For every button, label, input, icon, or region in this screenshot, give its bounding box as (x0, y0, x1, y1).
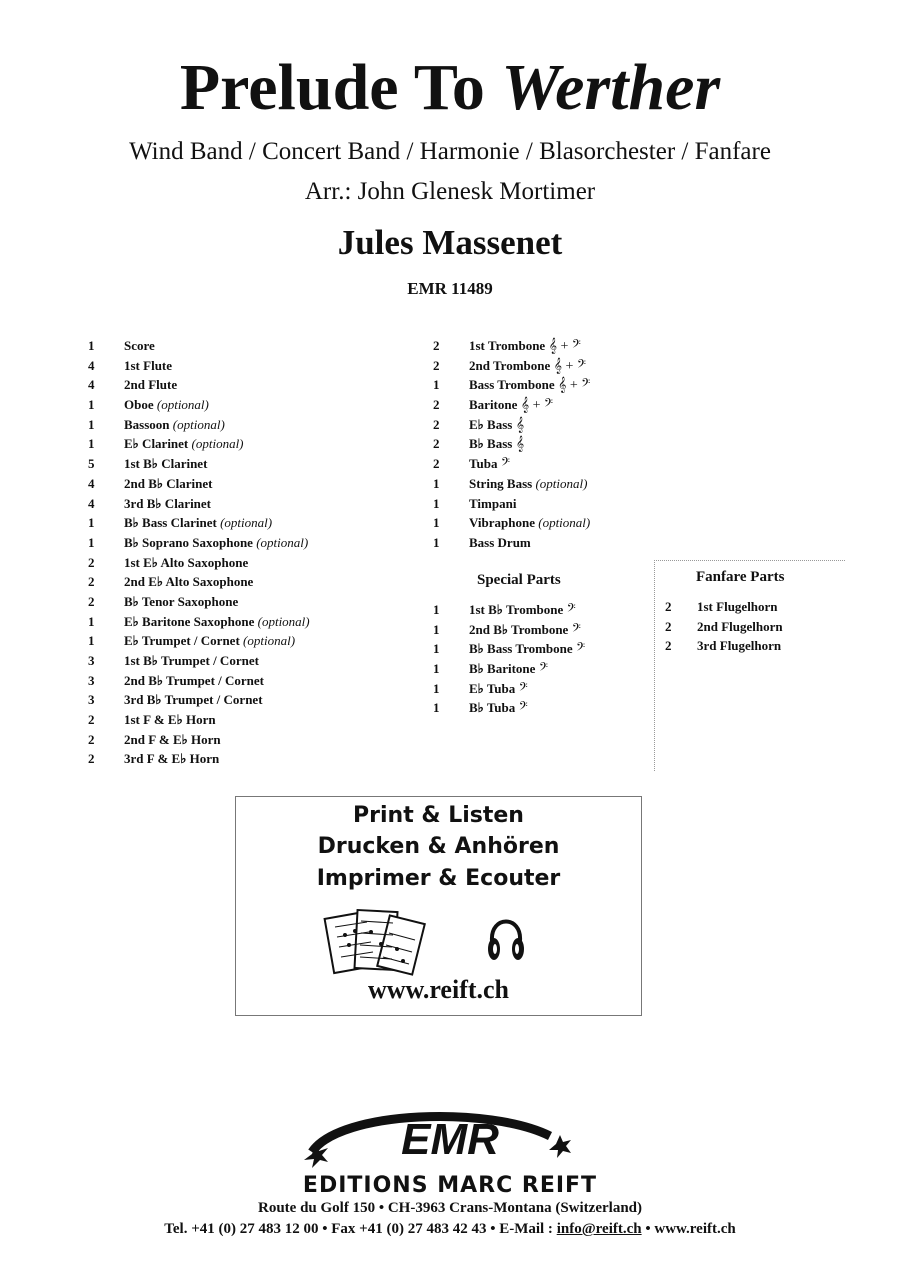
catalog-number: EMR 11489 (407, 279, 493, 298)
optional-note: (optional) (188, 436, 244, 452)
part-quantity: 1 (88, 633, 95, 649)
part-name: B♭ Bass (469, 436, 513, 452)
part-name: Oboe (124, 397, 154, 413)
title-italic: Werther (501, 51, 721, 124)
part-quantity: 4 (88, 495, 95, 511)
fanfare-parts-heading: Fanfare Parts (696, 569, 785, 585)
part-row (88, 454, 310, 474)
optional-note: (optional) (169, 416, 225, 432)
part-name: Bassoon (124, 416, 170, 432)
part-quantity: 3 (88, 653, 95, 668)
part-row (433, 698, 585, 718)
part-name: 2nd Flugelhorn (697, 618, 783, 634)
part-row (88, 356, 310, 376)
part-name: Timpani (469, 495, 517, 511)
promo-line-1: Print & Listen (353, 803, 524, 828)
part-name: Score (124, 338, 155, 353)
page-title (0, 50, 900, 126)
part-row (88, 513, 310, 533)
part-row (433, 659, 585, 679)
part-quantity: 2 (433, 338, 440, 353)
part-name: 1st Flugelhorn (697, 599, 778, 614)
part-quantity: 3 (88, 672, 95, 688)
part-row (433, 513, 590, 533)
part-quantity: 1 (88, 534, 95, 550)
publisher-name: EDITIONS MARC REIFT (302, 1173, 598, 1198)
part-row (88, 671, 310, 691)
part-row (433, 474, 590, 494)
clef-icon: 𝄞 + 𝄢 (545, 339, 581, 354)
clef-icon: 𝄞 + 𝄢 (517, 398, 554, 414)
part-name: 2nd B♭ Clarinet (124, 475, 213, 491)
publisher-address: Route du Golf 150 • CH-3963 Crans-Montana (Switzerland) (258, 1200, 642, 1216)
part-row (433, 395, 590, 415)
part-row (665, 617, 783, 637)
part-name: 1st F & E♭ Horn (124, 712, 216, 728)
part-row (433, 620, 585, 640)
part-quantity: 1 (433, 700, 440, 716)
part-name: B♭ Bass Clarinet (124, 515, 217, 531)
part-name: 1st B♭ Trumpet / Cornet (124, 653, 259, 668)
part-row (88, 651, 310, 671)
part-row (88, 572, 310, 592)
print-listen-box (235, 796, 642, 1016)
part-quantity: 1 (433, 377, 440, 393)
part-name: 1st Trombone (469, 338, 546, 353)
part-name: E♭ Tuba (469, 680, 516, 696)
part-row (88, 474, 310, 494)
part-row (88, 612, 310, 632)
part-name: B♭ Bass Trombone (469, 641, 573, 657)
optional-note: (optional) (534, 515, 591, 531)
part-row (88, 415, 310, 435)
part-quantity: 3 (88, 692, 95, 708)
part-name: Bass Drum (469, 534, 531, 550)
part-row (88, 434, 310, 454)
part-name: 2nd F & E♭ Horn (124, 731, 221, 747)
part-name: B♭ Tenor Saxophone (124, 593, 239, 609)
part-quantity: 1 (433, 475, 440, 491)
clef-icon: 𝄢 (497, 457, 510, 473)
part-quantity: 4 (88, 475, 95, 491)
part-name: Bass Trombone (469, 377, 555, 393)
part-quantity: 2 (433, 436, 440, 452)
part-row (433, 533, 590, 553)
emr-logo (300, 1108, 600, 1174)
publisher-contact (0, 1219, 900, 1239)
part-quantity: 2 (665, 599, 672, 614)
optional-note: (optional) (532, 475, 588, 491)
part-quantity: 1 (88, 613, 95, 629)
part-quantity: 2 (88, 593, 95, 609)
part-row (88, 336, 310, 356)
part-row (88, 690, 310, 710)
clef-icon: 𝄢 (563, 603, 576, 618)
part-row (433, 375, 590, 395)
part-row (88, 395, 310, 415)
part-row (433, 356, 590, 376)
optional-note: (optional) (216, 515, 273, 531)
sheet-music-icon (321, 905, 431, 985)
composer: Jules Massenet (337, 223, 563, 262)
part-name: E♭ Trumpet / Cornet (124, 633, 240, 649)
parts-list-1 (88, 336, 310, 769)
part-row (88, 533, 310, 553)
part-quantity: 1 (433, 515, 440, 531)
part-row (88, 375, 310, 395)
part-name: B♭ Soprano Saxophone (124, 534, 253, 550)
part-name: Tuba (469, 456, 498, 472)
part-row (88, 592, 310, 612)
title-main: Prelude To (179, 51, 485, 124)
emr-logo-text: EMR (401, 1115, 499, 1164)
part-quantity: 1 (88, 338, 95, 353)
part-quantity: 2 (88, 554, 95, 570)
part-quantity: 2 (433, 416, 440, 432)
part-row (665, 636, 783, 656)
part-quantity: 1 (88, 416, 95, 432)
part-name: 1st B♭ Clarinet (124, 456, 208, 472)
part-name: Vibraphone (469, 515, 535, 531)
clef-icon: 𝄞 + 𝄢 (550, 358, 586, 374)
contact-phone-fax: Tel. +41 (0) 27 483 12 00 • Fax +41 (0) 27 483 42 43 • E-Mail : (164, 1221, 557, 1237)
clef-icon: 𝄞 (512, 417, 525, 433)
part-name: 2nd Trombone (469, 357, 551, 373)
part-name: 1st E♭ Alto Saxophone (124, 554, 249, 570)
part-name: 1st B♭ Trombone (469, 602, 564, 617)
part-quantity: 4 (88, 377, 95, 393)
part-row (433, 639, 585, 659)
part-name: E♭ Clarinet (124, 436, 189, 452)
part-quantity: 2 (433, 357, 440, 373)
part-name: 3rd F & E♭ Horn (124, 751, 220, 767)
part-quantity: 1 (433, 534, 440, 550)
clef-icon: 𝄞 (512, 437, 525, 453)
part-quantity: 4 (88, 357, 95, 373)
part-quantity: 1 (433, 495, 440, 511)
part-row (433, 600, 585, 620)
part-quantity: 1 (433, 641, 440, 657)
part-name: Baritone (469, 397, 518, 413)
part-row (433, 454, 590, 474)
part-quantity: 1 (88, 397, 95, 413)
part-row (88, 553, 310, 573)
optional-note: (optional) (239, 633, 296, 649)
part-quantity: 2 (88, 574, 95, 590)
subtitle: Wind Band / Concert Band / Harmonie / Blasorchester / Fanfare (129, 138, 771, 165)
clef-icon: 𝄢 (568, 622, 581, 638)
part-quantity: 2 (88, 731, 95, 747)
fanfare-parts-list (665, 597, 783, 656)
part-row (665, 597, 783, 617)
part-name: E♭ Baritone Saxophone (124, 613, 255, 629)
part-row (88, 749, 310, 769)
part-name: 2nd E♭ Alto Saxophone (124, 574, 254, 590)
part-name: 3rd Flugelhorn (697, 638, 782, 654)
part-row (433, 415, 590, 435)
part-name: 3rd B♭ Trumpet / Cornet (124, 692, 263, 708)
part-name: 1st Flute (124, 357, 173, 373)
part-quantity: 2 (88, 751, 95, 767)
promo-line-2: Drucken & Anhören (317, 834, 560, 859)
part-quantity: 1 (433, 661, 440, 677)
part-name: 2nd B♭ Trombone (469, 621, 569, 637)
fanfare-box (654, 560, 845, 771)
part-row (88, 730, 310, 750)
clef-icon: 𝄢 (535, 662, 548, 678)
clef-icon: 𝄢 (572, 642, 586, 658)
part-quantity: 1 (433, 621, 440, 637)
special-parts-list (433, 600, 585, 718)
special-parts-heading: Special Parts (477, 572, 561, 588)
part-row (88, 710, 310, 730)
part-quantity: 1 (433, 680, 440, 696)
part-quantity: 1 (433, 602, 440, 617)
part-name: E♭ Bass (469, 416, 513, 432)
part-quantity: 1 (88, 436, 95, 452)
contact-website: • www.reift.ch (641, 1221, 736, 1237)
part-row (88, 631, 310, 651)
part-name: 2nd Flute (124, 377, 178, 393)
part-row (433, 434, 590, 454)
part-row (433, 494, 590, 514)
part-quantity: 2 (433, 456, 440, 472)
promo-url: www.reift.ch (367, 975, 510, 1004)
part-quantity: 5 (88, 456, 95, 472)
part-quantity: 2 (665, 618, 672, 634)
clef-icon: 𝄢 (515, 681, 528, 697)
optional-note: (optional) (153, 397, 209, 413)
promo-line-3: Imprimer & Ecouter (316, 866, 561, 891)
part-name: String Bass (469, 475, 533, 491)
arranger: Arr.: John Glenesk Mortimer (304, 178, 596, 205)
part-name: 3rd B♭ Clarinet (124, 495, 212, 511)
part-row (433, 679, 585, 699)
optional-note: (optional) (252, 534, 309, 550)
part-quantity: 2 (88, 712, 95, 728)
parts-list-2 (433, 336, 590, 553)
part-quantity: 2 (665, 638, 672, 654)
part-row (88, 494, 310, 514)
part-name: B♭ Tuba (469, 700, 516, 716)
part-name: B♭ Baritone (469, 661, 536, 677)
headphones-icon (486, 905, 526, 975)
part-quantity: 1 (88, 515, 95, 531)
email-link[interactable]: info@reift.ch (556, 1221, 642, 1237)
optional-note: (optional) (254, 613, 310, 629)
clef-icon: 𝄞 + 𝄢 (554, 378, 591, 394)
part-name: 2nd B♭ Trumpet / Cornet (124, 672, 264, 688)
part-row (433, 336, 590, 356)
part-quantity: 2 (433, 397, 440, 413)
clef-icon: 𝄢 (515, 701, 528, 717)
